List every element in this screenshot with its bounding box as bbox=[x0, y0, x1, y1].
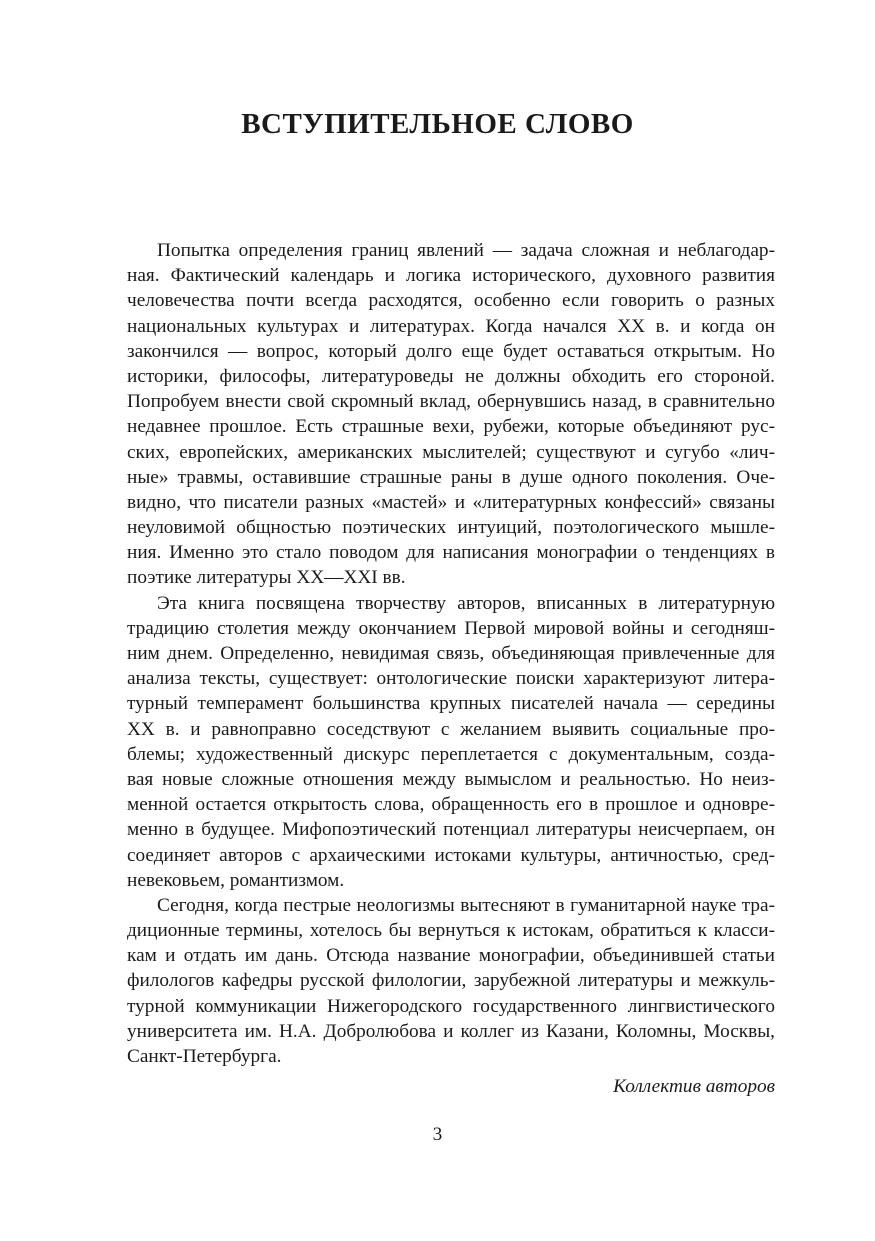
text-line: Попытка определения границ явлений — задача сложная и неблагодар- bbox=[157, 240, 775, 261]
text-line: недавнее прошлое. Есть страшные вехи, рубежи, которые объединяют рус- bbox=[127, 416, 775, 438]
text-line: невековьем, романтизмом. bbox=[127, 869, 345, 891]
text-line: видно, что писатели разных «мастей» и «литературных конфессий» связаны bbox=[127, 491, 775, 513]
text-line: ния. Именно это стало поводом для написания монографии о тенденциях в bbox=[127, 542, 775, 564]
authors-signature: Коллектив авторов bbox=[613, 1076, 775, 1097]
text-line: неуловимой общностью поэтических интуиций, поэтологического мышле- bbox=[127, 517, 775, 539]
text-line: историки, философы, литературоведы не должны обходить его стороной. bbox=[127, 365, 775, 387]
page-number: 3 bbox=[432, 1124, 443, 1145]
text-line: человечества почти всегда расходятся, особенно если говорить о разных bbox=[127, 290, 775, 312]
text-line: закончился — вопрос, который долго еще будет оставаться открытым. Но bbox=[127, 340, 775, 362]
text-line: турный темперамент большинства крупных писателей начала — середины bbox=[127, 693, 775, 715]
text-line: Попробуем внести свой скромный вклад, обернувшись назад, в сравнительно bbox=[127, 391, 775, 413]
chapter-title: ВСТУПИТЕЛЬНОЕ СЛОВО bbox=[241, 108, 634, 140]
paragraph-3 bbox=[97, 893, 775, 1069]
text-line: менной остается открытость слова, обращенность его в прошлое и одновре- bbox=[127, 794, 775, 816]
text-line: вая новые сложные отношения между вымыслом и реальностью. Но неиз- bbox=[127, 768, 775, 790]
text-line: менно в будущее. Мифопоэтический потенциал литературы неисчерпаем, он bbox=[127, 819, 775, 841]
text-line: национальных культурах и литературах. Когда начался XX в. и когда он bbox=[127, 315, 775, 337]
text-line: диционные термины, хотелось бы вернуться к истокам, обратиться к класси- bbox=[127, 920, 775, 942]
text-line: анализа тексты, существует: онтологические поиски характеризуют литера- bbox=[127, 668, 775, 690]
text-line: Санкт-Петербурга. bbox=[127, 1046, 282, 1067]
text-line: турной коммуникации Нижегородского государственного лингвистического bbox=[127, 995, 775, 1017]
text-line: соединяет авторов с архаическими истоками культуры, античностью, сред- bbox=[127, 844, 775, 866]
paragraph-1 bbox=[97, 238, 775, 591]
body-text bbox=[97, 238, 775, 1069]
text-line: традицию столетия между окончанием Первой мировой войны и сегодняш- bbox=[127, 617, 775, 639]
text-line: ним днем. Определенно, невидимая связь, объединяющая привлеченные для bbox=[127, 643, 775, 664]
text-line: кам и отдать им дань. Отсюда название монографии, объединившей статьи bbox=[127, 945, 775, 967]
text-line: ная. Фактический календарь и логика исторического, духовного развития bbox=[127, 265, 775, 287]
text-line: блемы; художественный дискурс переплетается с документальным, созда- bbox=[127, 743, 775, 765]
text-line: XX в. и равноправно соседствуют с желанием выявить социальные про- bbox=[127, 718, 775, 740]
text-line: поэтике литературы XX—XXI вв. bbox=[127, 567, 406, 589]
text-line: Эта книга посвящена творчеству авторов, вписанных в литературную bbox=[157, 592, 775, 614]
text-line: филологов кафедры русской филологии, зарубежной литературы и межкуль- bbox=[127, 970, 775, 992]
text-line: ные» травмы, оставившие страшные раны в душе одного поколения. Оче- bbox=[127, 466, 775, 488]
text-line: Сегодня, когда пестрые неологизмы вытесняют в гуманитарной науке тра- bbox=[157, 894, 775, 916]
text-line: ских, европейских, американских мыслителей; существуют и сугубо «лич- bbox=[127, 441, 775, 463]
text-line: университета им. Н.А. Добролюбова и коллег из Казани, Коломны, Москвы, bbox=[127, 1020, 775, 1042]
paragraph-2 bbox=[97, 591, 775, 893]
